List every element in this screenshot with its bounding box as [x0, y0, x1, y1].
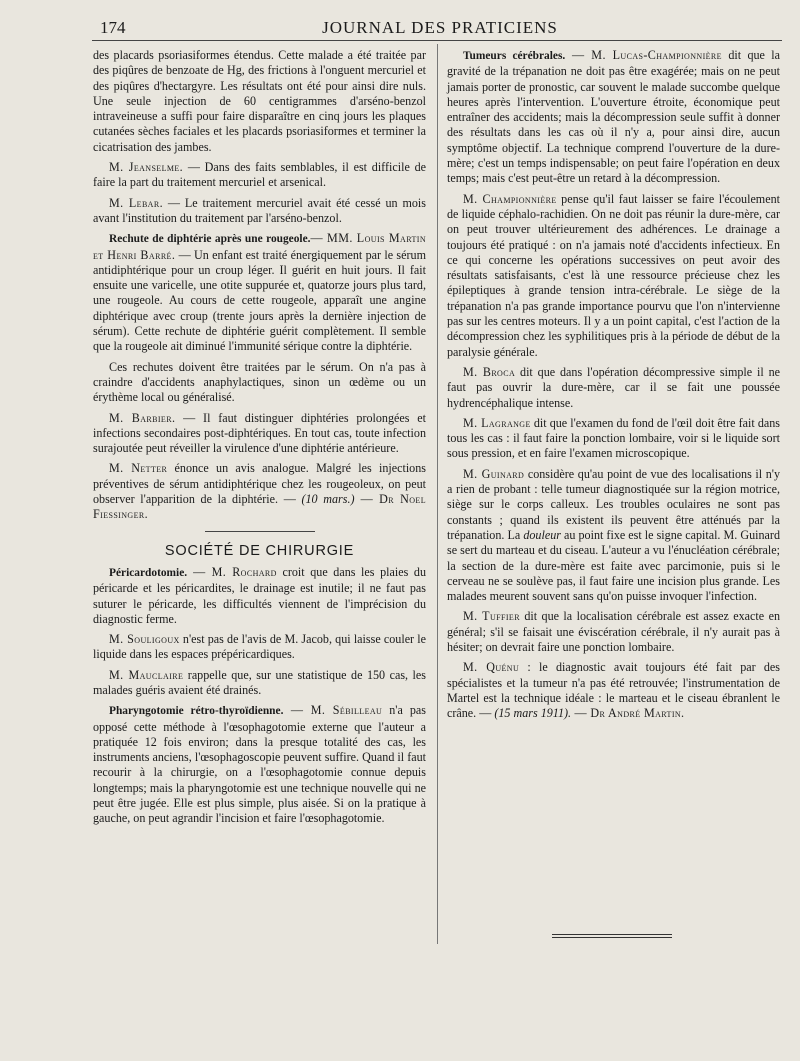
- paragraph: M. Barbier. — Il faut distinguer diphtéries prolongées et infections secondaires post-diphtériques. En tout cas, toute infection surajoutée peut réveiller la virulence d'une diphtérie antérieure.: [93, 410, 426, 456]
- left-column: [93, 48, 426, 832]
- paragraph: M. Netter énonce un avis analogue. Malgré les injections préventives de sérum antidiphtérique chez les rougeoleux, on peut observer l'apparition de la diphtérie. — (10 mars.) — Dr Noel Fiessinger.: [93, 461, 426, 522]
- page-header: [100, 14, 780, 40]
- topic-heading: Rechute de diphtérie après une rougeole.: [109, 233, 311, 246]
- paragraph: Ces rechutes doivent être traitées par le sérum. On n'a pas à craindre d'accidents anaphylactiques, sinon un œdème ou un érythème local ou généralisé.: [93, 359, 426, 405]
- right-column: [447, 48, 780, 726]
- speaker-name: M. Guinard: [463, 466, 525, 481]
- date: (10 mars.): [301, 492, 355, 507]
- paragraph: M. Mauclaire rappelle que, sur une statistique de 150 cas, les malades guéris avaient été drainés.: [93, 667, 426, 697]
- section-rule: [205, 531, 315, 532]
- topic-heading: Tumeurs cérébrales.: [463, 50, 566, 62]
- paragraph: M. Broca dit que dans l'opération décompressive simple il ne faut pas ouvrir la dure-mère, car il se fait une poussée hydrencéphalique intense.: [447, 364, 781, 410]
- paragraph: M. Guinard considère qu'au point de vue des localisations il n'y a rien de probant : telle tumeur diagnostiquée sur la région motrice, siège sur le corps calleux. Les troubles oculaires ne sont pas constants ; quand ils existent ils peuvent être atténués par la trépanation. La douleur au point fixe est le signe capital. M. Guinard se sert du marteau et du ciseau. L'auteur a vu l'énucléation cérébrale; la section de la dure-mère est faite avec parcimonie, puis si le cerveau ne se soulève pas, il faut faire une incision plus grande. Les malades meurent souvent sans qu'on puisse invoquer l'infection.: [447, 466, 781, 604]
- speaker-name: M. Lagrange: [463, 415, 531, 430]
- date: (15 mars 1911).: [494, 706, 572, 721]
- page-number: 174: [100, 18, 126, 37]
- header-rule: [92, 40, 782, 41]
- paragraph: Rechute de diphtérie après une rougeole.— MM. Louis Martin et Henri Barré. — Un enfant est traité énergiquement par le sérum antidiphtérique pour un croup léger. Il guérit en huit jours. Il fait ensuite une varicelle, une otite suppurée et, quatorze jours plus tard, une rougeole. Au cours de cette rougeole, apparaît une angine diphtérique avec croup (trente jours après la dernière injection de sérum). Cette rechute de diphtérie guérit complètement. Il semble que la rougeole ait diminué l'immunité sérique contre la diphtérie.: [93, 231, 426, 354]
- section-title: SOCIÉTÉ DE CHIRURGIE: [164, 542, 355, 559]
- speaker-name: M. Championnière: [463, 191, 557, 206]
- paragraph: M. Lebar. — Le traitement mercuriel avait été cessé un mois avant l'institution du traitement par l'arséno-benzol.: [93, 195, 426, 225]
- paragraph: M. Quénu : le diagnostic avait toujours été fait par des spécialistes et la tumeur n'a pas été retrouvée; l'instrumentation de Martel est la technique idéale : le marteau et le ciseau ébranlent le crâne. — (15 mars 1911). — Dr André Martin.: [447, 660, 780, 721]
- speaker-name: M. Broca: [463, 364, 516, 379]
- speaker-name: M. Quénu: [463, 660, 520, 675]
- topic-heading: Péricardotomie.: [109, 566, 188, 579]
- speaker-name: M. Mauclaire: [109, 667, 184, 682]
- journal-title: JOURNAL DES PRATICIENS: [322, 18, 558, 37]
- paragraph: Péricardotomie. — M. Rochard croit que dans les plaies du péricarde et les péricardites, le drainage est inutile; il ne faut pas suturer le péricarde, les difficultés viennent de l'imprécision du diagnostic ferme.: [93, 564, 426, 626]
- paragraph: M. Tuffier dit que la localisation cérébrale est assez exacte en général; s'il se faisait une éviscération cérébrale, il n'y aurait pas à hésiter; on devrait faire une ponction lombaire.: [447, 609, 780, 654]
- speaker-name: M. Tuffier: [463, 609, 520, 624]
- paragraph: M. Lagrange dit que l'examen du fond de l'œil doit être fait dans tous les cas : il faut faire la ponction lombaire, voir si le liquide sort sous pression, et en faire l'examen microscopique.: [447, 415, 780, 461]
- paragraph: des placards psoriasiformes étendus. Cette malade a été traitée par des piqûres de benzoate de Hg, des frictions à l'onguent mercuriel et des piqûres d'hectargyre. Les résultats ont été pour ainsi dire nuls. Une seule injection de 60 centigrammes d'arséno-benzol intraveineuse a suffi pour faire disparaître en cinq jours les plaques cutanées sèches faciales et les placards psoriasiformes et terminer la cicatrisation des jambes.: [93, 48, 426, 154]
- speaker-name: M. Netter: [109, 461, 168, 476]
- topic-heading: Pharyngotomie rétro-thyroïdienne.: [109, 705, 284, 718]
- end-rule: [552, 934, 672, 940]
- paragraph: Tumeurs cérébrales. — M. Lucas-Championnière dit que la gravité de la trépanation ne doit pas être exagérée; mais on ne peut jamais porter de pronostic, car souvent le malade succombe quelque heures après l'intervention. L'ouverture étroite, économique peut entraîner des accidents; mais la décompression seule suffit à donner des résultats dans les cas où il n'y a, pour ainsi dire, aucun symptôme objectif. La technique comprend l'ouverture de la dure-mère; c'est un temps indispensable; on peut faire l'opération en deux temps; mais c'est peut-être un retard à la décompression.: [447, 48, 781, 186]
- speaker-name: — M. Sébilleau: [283, 703, 383, 718]
- paragraph: M. Championnière pense qu'il faut laisser se faire l'écoulement de liquide céphalo-rachidien. On ne doit pas réunir la dure-mère, car on peut trouver ultérieurement des adhérences. Le drainage a toujours été pratiqué : on n'a jamais noté d'accidents infectieux. En ce qui concerne les opérations successives on peut avoir des résultats satisfaisants, c'est là une ressource précieuse chez les épileptiques à grande tension intra-cérébrale. Le siège de la trépanation n'a pas grande importance pourvu que l'on n'intervienne pas sur les centres moteurs. Il y a un point capital, c'est l'action de la décompression chez les syphilitiques pris à la période de début de la paralysie générale.: [447, 191, 780, 359]
- speaker-name: — M. Rochard: [187, 564, 277, 579]
- speaker-name: — MM. Louis Martin et Henri Barré.: [93, 231, 426, 262]
- column-divider: [437, 44, 438, 944]
- signature: — Dr André Martin.: [571, 706, 685, 721]
- speaker-name: — M. Lucas-Championnière: [565, 48, 722, 62]
- speaker-name: M. Lebar.: [109, 195, 164, 210]
- speaker-name: M. Jeanselme.: [109, 160, 184, 175]
- speaker-name: M. Barbier.: [109, 410, 176, 425]
- paragraph: M. Jeanselme. — Dans des faits semblables, il est difficile de faire la part du traitement mercuriel et arsenical.: [93, 160, 426, 190]
- paragraph: M. Souligoux n'est pas de l'avis de M. Jacob, qui laisse couler le liquide dans les espaces prépéricardiques.: [93, 632, 427, 662]
- paragraph: Pharyngotomie rétro-thyroïdienne. — M. Sébilleau n'a pas opposé cette méthode à l'œsophagotomie externe que l'auteur a pratiquée 12 fois environ; dans la presque totalité des cas, les instruments anciens, l'œsophagoscopie peuvent suffire. Quand il faut recourir à la chirurgie, on a l'œsophagotomie connue depuis longtemps; mais la pharyngotomie est une technique nouvelle qui ne peut être jugée. Elle est plus simple, plus aisée. Si on la pratique à gauche, on peut agrandir l'incision et faire l'œsophagotomie.: [93, 703, 426, 826]
- speaker-name: M. Souligoux: [109, 632, 180, 647]
- signature: — Dr Noel Fiessinger.: [93, 492, 426, 522]
